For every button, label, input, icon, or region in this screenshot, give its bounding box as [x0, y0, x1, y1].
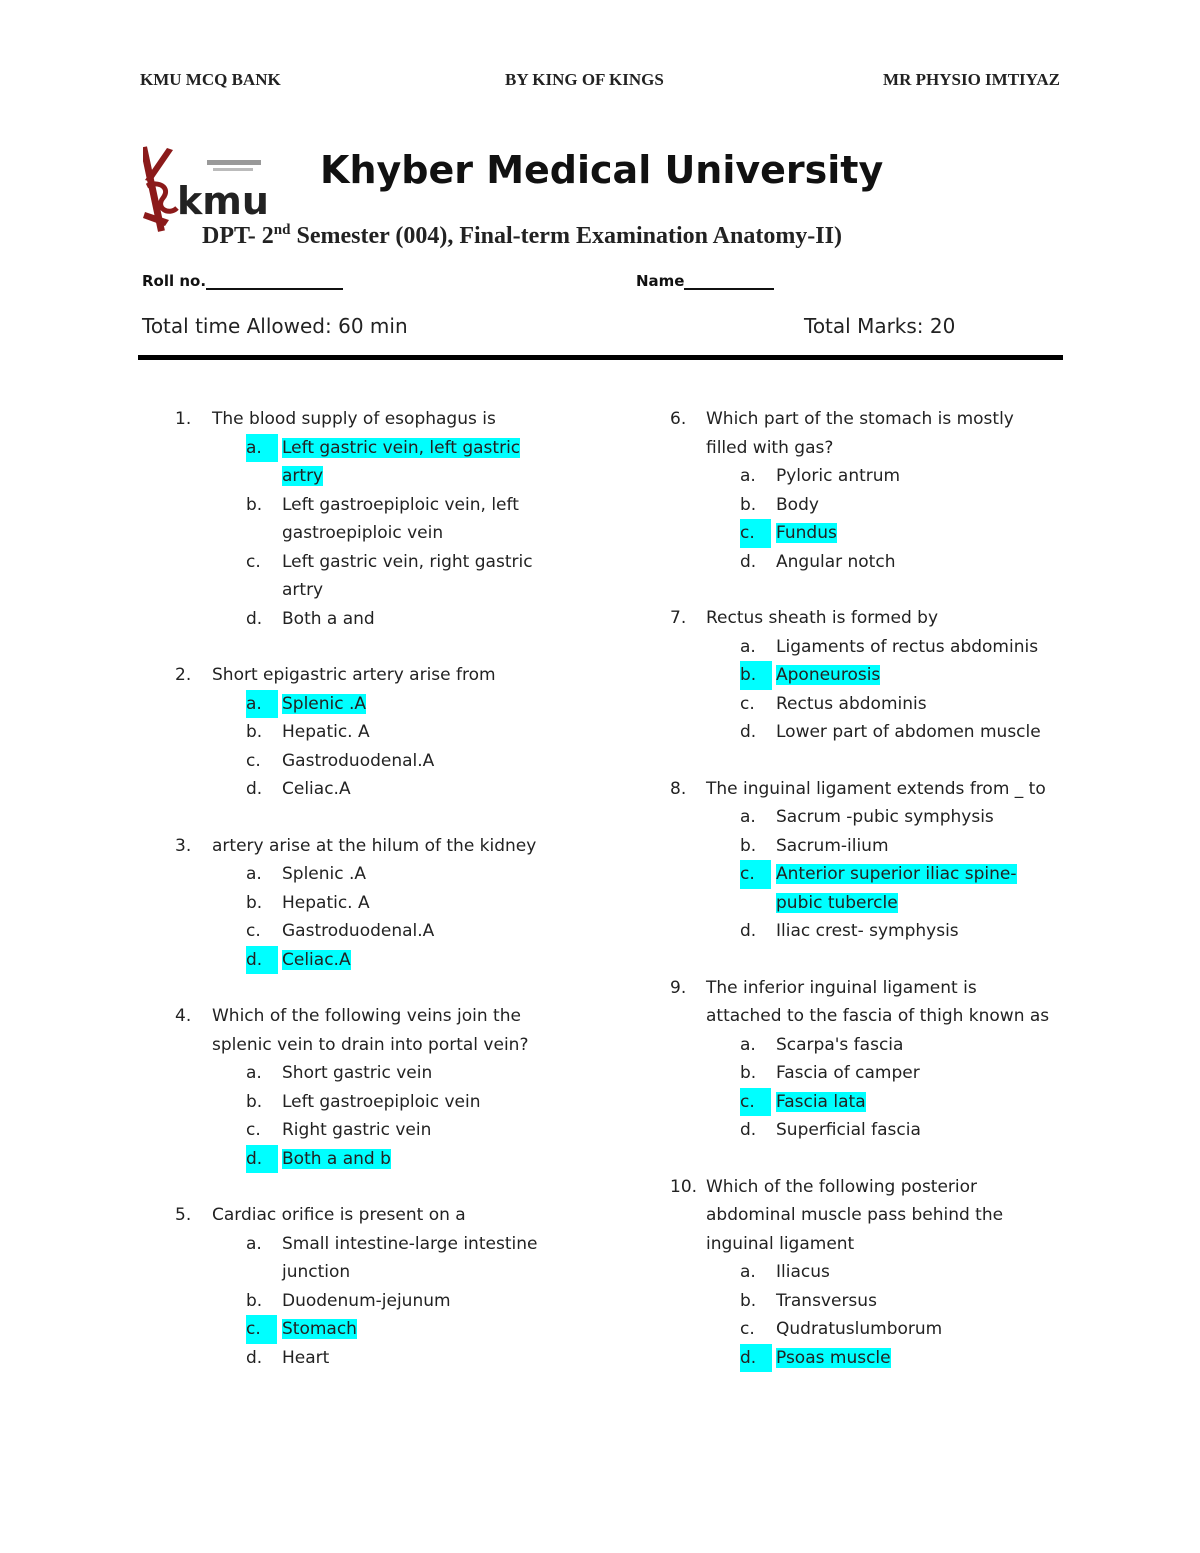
option-letter: b.	[740, 1290, 757, 1311]
answer-option-b	[668, 491, 1068, 520]
answer-option-b	[668, 1287, 1068, 1316]
question-number: 4.	[175, 1006, 192, 1026]
option-text: junction	[282, 1262, 351, 1282]
exam-title-prefix: DPT- 2	[202, 223, 274, 249]
option-text: Small intestine-large intestine	[282, 1233, 538, 1254]
option-text: Pyloric antrum	[776, 466, 901, 486]
option-text: Left gastroepiploic vein, left	[282, 494, 519, 515]
highlighted-answer-text: Psoas muscle	[776, 1347, 891, 1368]
exam-title-suffix: Semester (004), Final-term Examination Anatomy-II)	[290, 223, 842, 249]
question-number: 2.	[175, 665, 192, 685]
answer-option-d	[150, 775, 590, 804]
option-letter: b.	[246, 1290, 263, 1311]
question-number: 3.	[175, 835, 192, 856]
question-number: 9.	[670, 977, 687, 998]
question-text-line: filled with gas?	[706, 437, 834, 458]
question-6	[668, 405, 1068, 576]
question-text-line: Which of the following veins join the	[212, 1006, 521, 1026]
questions-column-left	[150, 405, 590, 1400]
question-text	[668, 1002, 1068, 1031]
option-letter: a.	[246, 1063, 262, 1083]
answer-option-c	[150, 747, 590, 776]
option-letter: b.	[740, 494, 757, 515]
question-number: 7.	[670, 608, 687, 628]
option-letter: c.	[740, 519, 771, 548]
question-text-line: splenic vein to drain into portal vein?	[212, 1034, 529, 1055]
question-text-line: Cardiac orifice is present on a	[212, 1205, 466, 1225]
option-text: Body	[776, 494, 819, 515]
option-text: Heart	[282, 1347, 330, 1368]
answer-option-b	[668, 661, 1068, 690]
option-letter: a.	[740, 807, 756, 827]
answer-option-c	[668, 519, 1068, 548]
option-letter: a.	[246, 1233, 262, 1254]
option-letter: c.	[740, 693, 755, 714]
option-letter: d.	[246, 1145, 278, 1174]
answer-option-c	[150, 1315, 590, 1344]
name-field	[636, 272, 774, 290]
answer-option-b	[150, 491, 590, 520]
option-letter: b.	[246, 494, 263, 515]
answer-option-c	[150, 917, 590, 946]
question-text	[150, 1031, 590, 1060]
answer-option-b	[668, 832, 1068, 861]
question-4	[150, 1002, 590, 1173]
question-text	[150, 1201, 590, 1230]
question-10	[668, 1173, 1068, 1373]
highlighted-answer-text: artry	[282, 466, 324, 486]
exam-title-superscript: nd	[273, 222, 291, 238]
answer-option-d	[150, 946, 590, 975]
option-letter: c.	[740, 1088, 771, 1117]
option-letter: c.	[246, 1315, 277, 1344]
question-8	[668, 775, 1068, 946]
option-letter: c.	[740, 860, 771, 889]
question-7	[668, 604, 1068, 747]
question-number: 6.	[670, 409, 687, 429]
answer-option-a	[150, 1258, 590, 1287]
option-text: Iliac crest- symphysis	[776, 921, 959, 941]
option-text: Scarpa's fascia	[776, 1034, 904, 1055]
option-text: Sacrum-ilium	[776, 835, 889, 856]
option-text: Gastroduodenal.A	[282, 750, 435, 771]
answer-option-c	[668, 1088, 1068, 1117]
answer-option-d	[668, 718, 1068, 747]
question-number: 5.	[175, 1205, 192, 1225]
option-text: gastroepiploic vein	[282, 523, 444, 543]
option-text: Lower part of abdomen muscle	[776, 722, 1041, 742]
option-letter: d.	[246, 608, 263, 629]
option-text: Angular notch	[776, 551, 896, 572]
question-number: 8.	[670, 778, 687, 799]
option-letter: c.	[246, 1120, 261, 1140]
option-letter: a.	[740, 466, 756, 486]
question-text	[668, 1230, 1068, 1259]
answer-option-b	[150, 1287, 590, 1316]
option-text: Short gastric vein	[282, 1063, 433, 1083]
option-letter: c.	[246, 551, 261, 572]
question-text-line: Which of the following posterior	[706, 1176, 978, 1197]
question-text	[668, 974, 1068, 1003]
option-letter: d.	[740, 1344, 772, 1373]
question-text-line: attached to the fascia of thigh known as	[706, 1006, 1050, 1026]
question-text-line: abdominal muscle pass behind the	[706, 1205, 1004, 1225]
option-text: Sacrum -pubic symphysis	[776, 807, 994, 827]
question-text	[668, 405, 1068, 434]
question-number: 10.	[670, 1176, 698, 1197]
question-text-line: Short epigastric artery arise from	[212, 665, 496, 685]
option-letter: c.	[740, 1319, 755, 1339]
question-text-line: Rectus sheath is formed by	[706, 608, 939, 628]
option-text: Rectus abdominis	[776, 693, 927, 714]
option-letter: a.	[740, 636, 756, 657]
option-text: Left gastroepiploic vein	[282, 1091, 481, 1112]
answer-option-a	[150, 1059, 590, 1088]
question-9	[668, 974, 1068, 1145]
question-text	[668, 775, 1068, 804]
answer-option-c	[150, 1116, 590, 1145]
option-letter: c.	[246, 750, 261, 771]
question-text-line: inguinal ligament	[706, 1233, 855, 1254]
option-letter: b.	[740, 835, 757, 856]
total-time-allowed: Total time Allowed: 60 min	[142, 314, 408, 338]
highlighted-answer-text: Stomach	[282, 1319, 357, 1339]
answer-option-d	[150, 1344, 590, 1373]
question-3	[150, 832, 590, 975]
option-text: Gastroduodenal.A	[282, 921, 435, 941]
option-letter: d.	[246, 946, 278, 975]
question-text	[150, 405, 590, 434]
option-text: Fascia of camper	[776, 1063, 920, 1083]
option-letter: a.	[740, 1034, 756, 1055]
option-letter: b.	[246, 1091, 263, 1112]
answer-option-b	[150, 519, 590, 548]
option-letter: b.	[246, 722, 263, 742]
answer-option-b	[668, 1059, 1068, 1088]
option-text: Right gastric vein	[282, 1120, 432, 1140]
question-text-line: Which part of the stomach is mostly	[706, 409, 1014, 429]
total-marks: Total Marks: 20	[804, 314, 956, 338]
name-blank[interactable]	[684, 274, 774, 290]
answer-option-c	[150, 548, 590, 577]
answer-option-d	[150, 1145, 590, 1174]
answer-option-d	[668, 917, 1068, 946]
option-letter: d.	[246, 779, 263, 799]
option-letter: d.	[740, 921, 757, 941]
option-letter: d.	[740, 551, 757, 572]
answer-option-c	[150, 576, 590, 605]
option-letter: b.	[740, 1063, 757, 1083]
questions-column-right	[668, 405, 1068, 1400]
answer-option-a	[668, 803, 1068, 832]
answer-option-d	[668, 548, 1068, 577]
answer-option-a	[668, 462, 1068, 491]
answer-option-d	[668, 1344, 1068, 1373]
header-right-text: MR PHYSIO IMTIYAZ	[883, 70, 1060, 89]
question-text	[668, 604, 1068, 633]
university-title: Khyber Medical University	[320, 148, 884, 192]
name-label: Name	[636, 272, 685, 290]
question-text-line: The inferior inguinal ligament is	[706, 977, 977, 998]
option-text: artry	[282, 580, 324, 600]
answer-option-c	[668, 1315, 1068, 1344]
question-text	[668, 1201, 1068, 1230]
logo-text: kmu	[177, 179, 268, 223]
question-text	[150, 661, 590, 690]
option-letter: d.	[246, 1347, 263, 1368]
option-text: Hepatic. A	[282, 722, 370, 742]
question-5	[150, 1201, 590, 1372]
answer-option-b	[150, 1088, 590, 1117]
question-text	[150, 832, 590, 861]
option-letter: a.	[246, 864, 262, 884]
question-text	[150, 1002, 590, 1031]
option-text: Duodenum-jejunum	[282, 1290, 451, 1311]
highlighted-answer-text: Fascia lata	[776, 1091, 866, 1112]
highlighted-answer-text: pubic tubercle	[776, 892, 898, 913]
highlighted-answer-text: Both a and b	[282, 1148, 391, 1169]
option-letter: d.	[740, 722, 757, 742]
option-letter: c.	[246, 921, 261, 941]
option-text: Transversus	[776, 1290, 877, 1311]
option-text: Superficial fascia	[776, 1120, 921, 1140]
roll-number-blank[interactable]	[206, 274, 343, 290]
answer-option-a	[150, 860, 590, 889]
question-number: 1.	[175, 409, 192, 429]
answer-option-a	[150, 462, 590, 491]
question-1	[150, 405, 590, 633]
question-text-line: The blood supply of esophagus is	[212, 409, 496, 429]
option-letter: b.	[246, 892, 263, 913]
answer-option-c	[668, 690, 1068, 719]
answer-option-c	[668, 889, 1068, 918]
header-center-text: BY KING OF KINGS	[505, 70, 664, 89]
option-text: Iliacus	[776, 1262, 830, 1282]
question-text	[668, 434, 1068, 463]
option-letter: d.	[740, 1120, 757, 1140]
option-text: Qudratuslumborum	[776, 1319, 943, 1339]
header-divider	[138, 355, 1063, 360]
highlighted-answer-text: Fundus	[776, 523, 837, 543]
exam-title	[202, 222, 842, 250]
question-2	[150, 661, 590, 804]
answer-option-d	[150, 605, 590, 634]
answer-option-b	[150, 718, 590, 747]
answer-option-a	[668, 1031, 1068, 1060]
option-text: Ligaments of rectus abdominis	[776, 636, 1039, 657]
roll-number-label: Roll no.	[142, 272, 207, 290]
option-text: Hepatic. A	[282, 892, 370, 913]
question-text	[668, 1173, 1068, 1202]
option-text: Both a and	[282, 608, 375, 629]
option-text: Celiac.A	[282, 779, 351, 799]
answer-option-c	[668, 860, 1068, 889]
roll-number-field	[142, 272, 343, 290]
highlighted-answer-text: Left gastric vein, left gastric	[282, 437, 521, 458]
highlighted-answer-text: Aponeurosis	[776, 665, 881, 685]
question-text-line: The inguinal ligament extends from _ to	[706, 778, 1046, 799]
option-letter: a.	[246, 690, 278, 719]
option-text: Left gastric vein, right gastric	[282, 551, 533, 572]
answer-option-a	[150, 434, 590, 463]
answer-option-a	[150, 690, 590, 719]
option-letter: a.	[246, 434, 278, 463]
highlighted-answer-text: Celiac.A	[282, 949, 351, 970]
question-text-line: artery arise at the hilum of the kidney	[212, 835, 537, 856]
highlighted-answer-text: Anterior superior iliac spine-	[776, 864, 1017, 884]
option-text: Splenic .A	[282, 864, 367, 884]
answer-option-b	[150, 889, 590, 918]
highlighted-answer-text: Splenic .A	[282, 693, 367, 714]
option-letter: a.	[740, 1262, 756, 1282]
page-header	[140, 70, 1060, 96]
answer-option-a	[668, 1258, 1068, 1287]
answer-option-a	[150, 1230, 590, 1259]
answer-option-a	[668, 633, 1068, 662]
header-left-text: KMU MCQ BANK	[140, 70, 281, 89]
answer-option-d	[668, 1116, 1068, 1145]
option-letter: b.	[740, 661, 772, 690]
